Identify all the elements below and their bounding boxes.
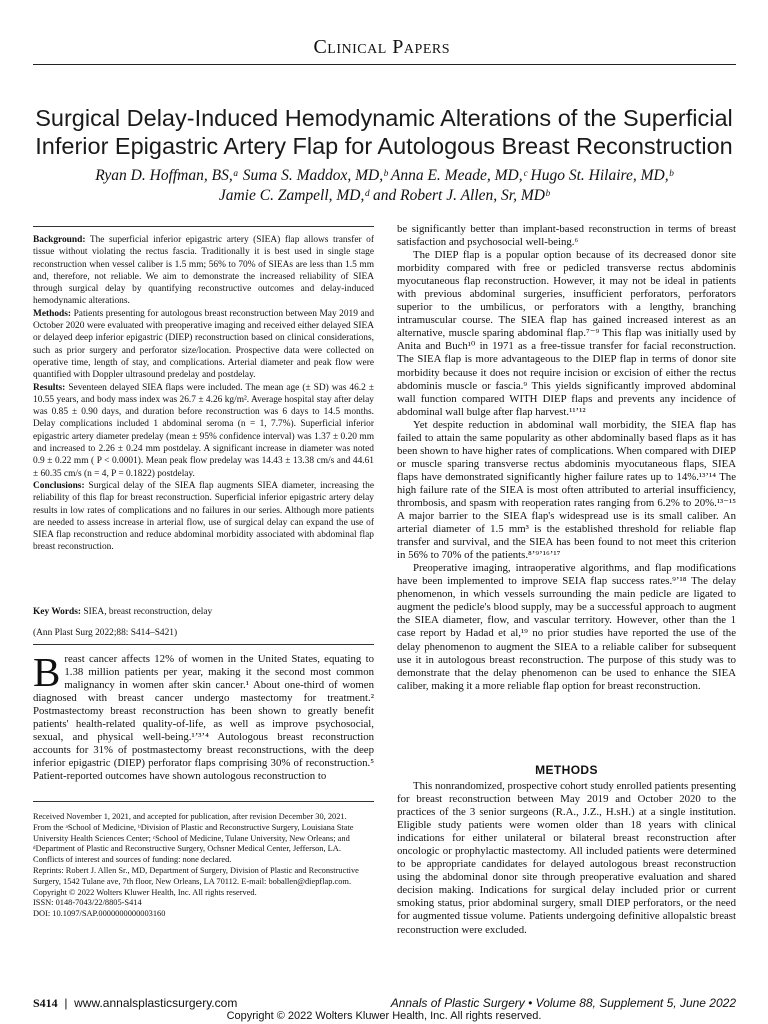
footnote-doi: DOI: 10.1097/SAP.0000000000003160 xyxy=(33,909,166,919)
intro-text-1-continued: be significantly better than implant-based reconstruction in terms of breast satisfaction and psychosocial well-being.⁶ xyxy=(397,223,736,249)
abstract xyxy=(33,234,374,554)
footnote-conflicts: Conflicts of interest and sources of funding: none declared. xyxy=(33,855,232,865)
methods-text: Patients presenting for autologous breast reconstruction between May 2019 and October 2020 were evaluated with preoperative imaging and received either delayed SIEA or delayed deep inferior epigastric (DIEP) reconstruction based on clinical considerations, such as prior surgery and perforator size/location. Prospective data were collected on operative time, length of stay, and complications. Arterial diameter and peak flow were quantified with Doppler ultrasound predelay and postdelay. xyxy=(33,308,375,381)
drop-cap: B xyxy=(33,649,61,695)
footnote-reprints: Reprints: Robert J. Allen Sr., MD, Department of Surgery, Division of Plastic and Reconstructive Surgery, 1542 Tulane ave, 7th floor, New Orleans, LA 70112. E-mail: boballen@diepflap.com. xyxy=(33,865,359,886)
conclusions-text: Surgical delay of the SIEA flap augments SIEA diameter, increasing the reliability of this flap for breast reconstruction. Superficial inferior epigastric artery delay results in low rates of complications and no failures in our series. Although more patients are needed to assess increase in arterial flow, use of surgical delay can expand the use of SIEA flap reconstruction and reduce abdominal morbidity associated with abdominal flap breast reconstruction. xyxy=(33,480,375,553)
abstract-results xyxy=(33,382,374,480)
background-text: The superficial inferior epigastric artery (SIEA) flap allows transfer of tissue without violating the rectus fascia. Traditionally it is best used in single stage reconstruction when vessel caliber is 1.5 mm; 56% to 70% of SIEAs are less than 1.5 mm and, therefore, not reliable. We aim to demonstrate the increased reliability of SIEA through surgical delay by quantifying reconstructive outcomes and delay-induced hemodynamic alterations. xyxy=(33,235,374,307)
article-title xyxy=(20,104,748,160)
abstract-methods xyxy=(33,308,374,382)
authors-line-1: Ryan D. Hoffman, BS,ᵃ Suma S. Maddox, MD,ᵇ Anna E. Meade, MD,ᶜ Hugo St. Hilaire, MD,ᵇ xyxy=(95,167,673,184)
bottom-copyright: Copyright © 2022 Wolters Kluwer Health, Inc. All rights reserved. xyxy=(226,1010,542,1022)
intro-right-column xyxy=(397,223,736,693)
journal-citation: (Ann Plast Surg 2022;88: S414–S421) xyxy=(33,628,178,638)
title-line-2: Inferior Epigastric Artery Flap for Autologous Breast Reconstruction xyxy=(35,133,733,159)
footnote-received: Received November 1, 2021, and accepted for publication, after revision December 30, 2021. xyxy=(33,812,347,821)
header-rule xyxy=(33,64,736,65)
journal-issue-info: Annals of Plastic Surgery • Volume 88, Supplement 5, June 2022 xyxy=(390,996,736,1010)
methods-heading: METHODS xyxy=(535,763,598,777)
results-label: Results: xyxy=(33,382,66,393)
author-list xyxy=(20,166,748,206)
footnote-issn: ISSN: 0148-7043/22/8805-S414 xyxy=(33,898,142,908)
authors-line-2: Jamie C. Zampell, MD,ᵈ and Robert J. Allen, Sr, MDᵇ xyxy=(218,187,550,204)
results-text: Seventeen delayed SIEA flaps were included. The mean age (± SD) was 46.2 ± 10.55 years, and body mass index was 26.7 ± 4.26 kg/m². Average hospital stay after delay was 0.85 ± 0.90 days, and duration before reconstruction was 6 days to 14.5 months. Delay complications included 1 abdominal seroma (n = 1, 7.7%). Superficial inferior epigastric artery diameter predelay (mean ± 95% confidence interval) was 1.37 ± 0.20 mm and increased to 2.26 ± 0.24 mm postdelay. A significant increase in diameter was noted 0.9 ± 0.22 mm ( P < 0.0001). Mean peak flow predelay was 14.43 ± 13.38 cm/s and 44.61 ± 60.35 cm/s (n = 4, P = 0.1822) postdelay. xyxy=(33,382,374,479)
abstract-top-rule xyxy=(33,226,374,227)
abstract-conclusions xyxy=(33,480,374,554)
methods-paragraph-1: This nonrandomized, prospective cohort study enrolled patients presenting for breast reconstruction between May 2019 and October 2020 to the practices of the 3 senior surgeons (R.A., J.Z., H.sH.) at a single institution. Eligible study patients were women older than 18 years with clinical indications for either unilateral or bilateral breast reconstruction after oncologic or prophylactic mastectomy. All included patients were determined to be appropriate candidates for delayed autologous breast reconstruction using the abdominal donor site through preoperative evaluation and shared decision making. Indications for surgical delay included prior or current smoking status, prior abdominal surgery, small DIEP perforators, or the need for augmented tissue volume. Patients undergoing definitive allopalstic breast reconstruction were excluded. xyxy=(397,780,736,936)
keywords-label: Key Words: xyxy=(33,607,82,617)
methods-label: Methods: xyxy=(33,308,72,319)
page-number: S414 xyxy=(33,996,58,1010)
footnote-affiliations: From the ᵃSchool of Medicine, ᵇDivision of Plastic and Reconstructive Surgery, Louisiana State University Health Sciences Center; ᶜSchool of Medicine, Tulane University, New Orleans; and ᵈDepartment of Plastic and Reconstructive Surgery, Ochsner Medical Center, Jefferson, LA. xyxy=(33,822,354,854)
footnotes xyxy=(33,812,374,920)
intro-text-1: reast cancer affects 12% of women in the United States, equating to 1.38 million patients per year, making it the second most common malignancy in women after skin cancer.¹ About one-third of women diagnosed with breast cancer undergo mastectomy for treatment.² Postmastectomy breast reconstruction has been shown to greatly benefit patients' health-related quality-of-life, as well as improve psychosocial, sexual, and physical well-being.¹ʼ³ʼ⁴ Autologous breast reconstruction accounts for 31% of postmastectomy breast reconstructions, with the deep inferior epigastric (DIEP) perforator flaps comprising 30% of reconstruction.⁵ Patient-reported outcomes have shown autologous reconstruction to xyxy=(33,653,374,783)
footer-left: S414 | www.annalsplasticsurgery.com xyxy=(33,996,238,1010)
methods-section xyxy=(397,780,736,937)
section-header: Clinical Papers xyxy=(313,36,450,58)
intro-paragraph-3: Yet despite reduction in abdominal wall morbidity, the SIEA flap has failed to attain the same popularity as other abdominally based flaps as it has been shown to have higher rates of complications. When compared with DIEP or muscle sparing transverse rectus abdominis myocutaneous flaps, SIEA flaps have demonstrated significantly higher failure rates up to 14%.¹³ʼ¹⁴ The high failure rate of the SIEA is most often attributed to arterial insufficiency, thrombosis, and spasm with reoperation rates ranging from 6.2% to 20%.¹³⁻¹⁵ A major barrier to the SIEA flap's widespread use is its small caliber. An arterial diameter of 1.5 mm³ is the established threshold for reliable flap transfer and survival, and the SIEA has been found to not meet this criterion in 56% to 70% of the patients.⁸ʼ⁹ʼ¹⁶ʼ¹⁷ xyxy=(397,418,736,562)
keywords xyxy=(33,606,374,619)
conclusions-label: Conclusions: xyxy=(33,480,85,491)
intro-paragraph-1 xyxy=(33,649,374,783)
intro-paragraph-2: The DIEP flap is a popular option because of its decreased donor site morbidity compared with free or pedicled transverse rectus abdominis myocutaneous flap reconstruction. However, it may not be ideal in patients with previous abdominal surgeries, insufficient perforators, perforators superior to the umbilicus, or perforators with a lengthy, branching intramuscular course. The SIEA flap has gained increased interest as an alternative, muscle sparing abdominal flap.⁷⁻⁹ This flap was initially used by Anita and Buch¹⁰ in 1971 as a free-tissue transfer for facial reconstruction. The SIEA flap is more advantageous to the DIEP flap in terms of donor site morbidity because it does not require incision or excision of either the rectus abdominis muscle or fascia.⁹ This yields significantly improved abdominal wall function compared WITH DIEP flaps and prevents any incidence of abdominal wall bulge after flap harvest.¹¹ʼ¹² xyxy=(397,249,736,418)
abstract-bottom-rule xyxy=(33,644,374,645)
footnote-copyright: Copyright © 2022 Wolters Kluwer Health, Inc. All rights reserved. xyxy=(33,887,257,897)
intro-paragraph-4: Preoperative imaging, intraoperative algorithms, and flap modifications have been implemented to improve SEIA flap success rates.⁹ʼ¹⁸ The delay phenomenon, in which vessels surrounding the main pedicle are ligated to augment the pedicle's blood supply, may be a successful approach to augment the SIEA diameter, flow, and vascular territory. However, other than the 1 case report by Hadad et al,¹⁹ no prior studies have reported the use of the delay phenomenon to augment the SIEA to a reliable caliber for subsequent use it in autologous breast reconstruction. The purpose of this study was to demonstrate that the delay phenomenon can be used to enhance the SIEA caliber, making it a more reliable flap option for breast reconstruction. xyxy=(397,562,736,692)
title-line-1: Surgical Delay-Induced Hemodynamic Alterations of the Superficial xyxy=(35,105,733,131)
journal-website-link[interactable]: www.annalsplasticsurgery.com xyxy=(74,996,238,1010)
abstract-background xyxy=(33,234,374,308)
keywords-text: SIEA, breast reconstruction, delay xyxy=(83,607,213,617)
footnote-rule xyxy=(33,801,374,802)
background-label: Background: xyxy=(33,235,86,245)
